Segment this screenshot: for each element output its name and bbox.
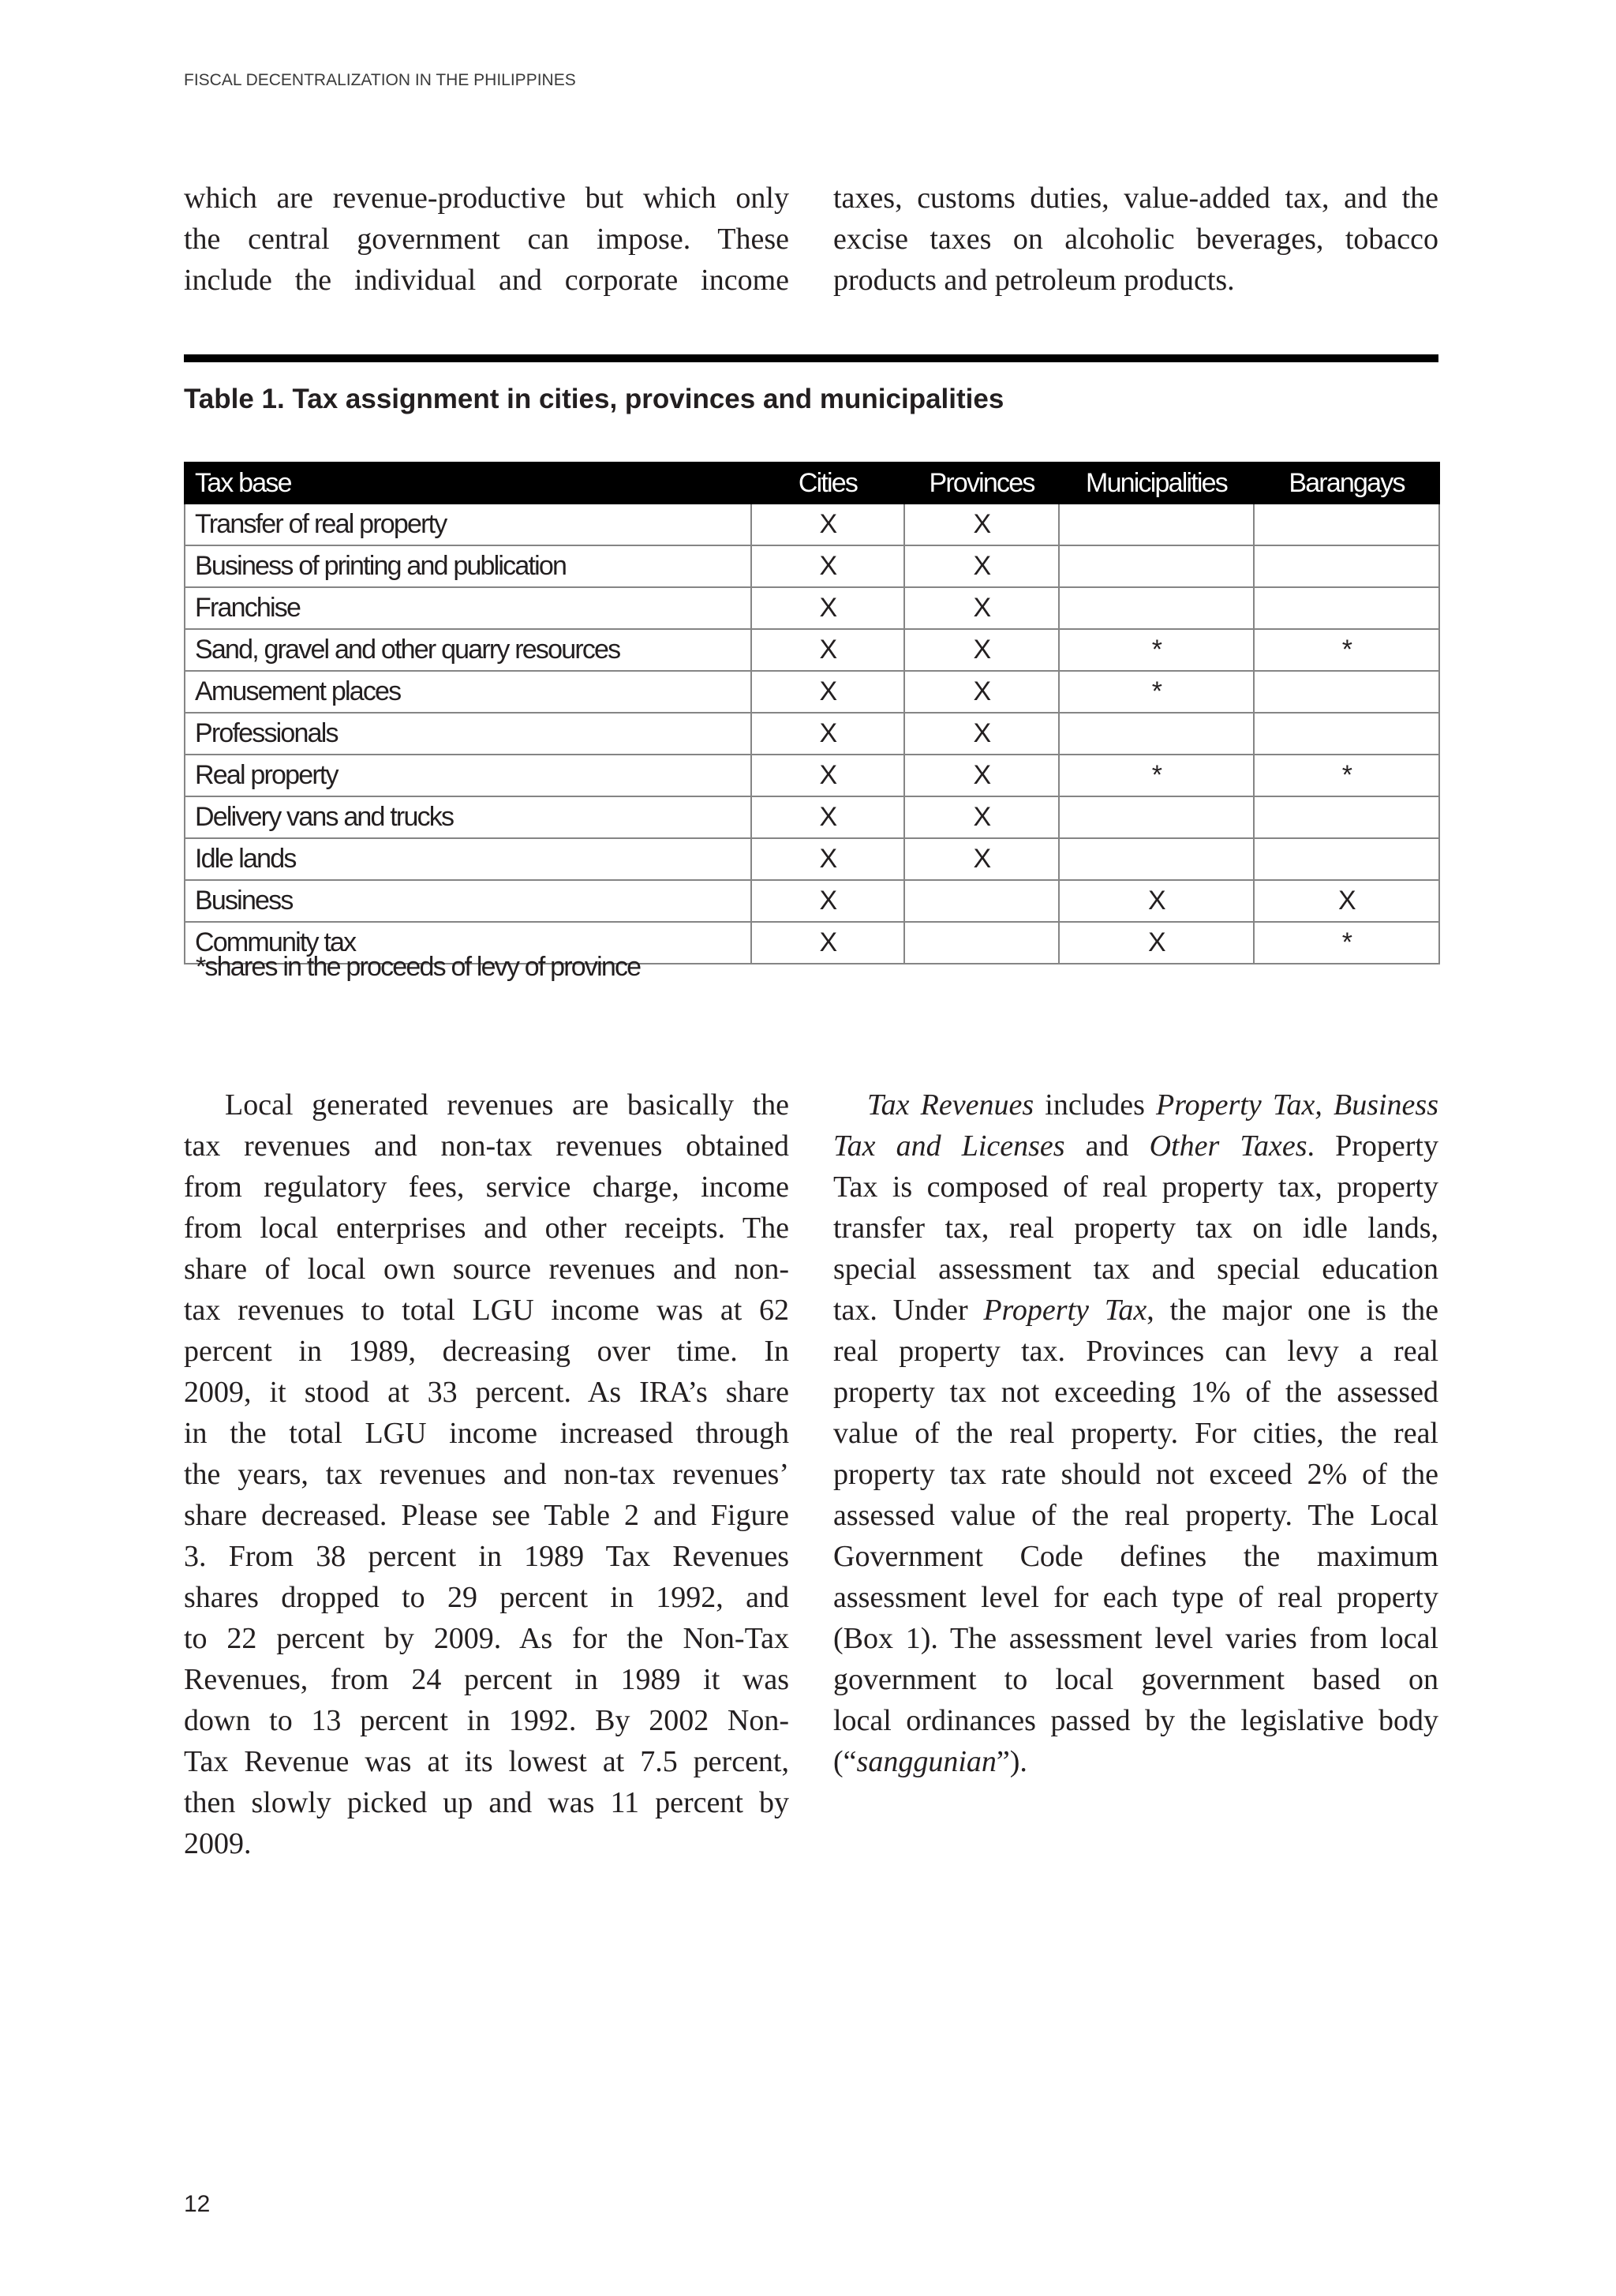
barangays-cell [1254,504,1439,545]
page-number: 12 [184,2191,211,2217]
intro-line: which are revenue-productive but which only [184,182,789,215]
barangays-cell: X [1254,880,1439,922]
body-line: tax revenues and non-tax revenues obtained [184,1129,789,1163]
cities-cell: X [751,629,904,671]
tax-base-cell: Transfer of real property [185,504,751,545]
municipalities-cell: * [1059,629,1254,671]
table-header-row [185,463,1439,504]
body-line [833,1290,1438,1331]
body-line: value of the real property. For cities, the real [833,1417,1438,1450]
body-line: Local generated revenues are basically the [225,1088,789,1122]
cities-cell: X [751,587,904,629]
provinces-cell: X [904,713,1059,755]
cities-cell: X [751,713,904,755]
body-line: local ordinances passed by the legislative body [833,1704,1438,1737]
running-header: FISCAL DECENTRALIZATION IN THE PHILIPPINES [184,71,576,89]
body-line: Tax is composed of real property tax, property [833,1170,1438,1204]
barangays-cell: * [1254,629,1439,671]
cities-cell: X [751,504,904,545]
barangays-cell: * [1254,922,1439,964]
body-line: the years, tax revenues and non-tax revenues’ [184,1458,789,1491]
line-text: , the major one is the [1147,1294,1439,1327]
body-line: from regulatory fees, service charge, income [184,1170,789,1204]
italic-term: Tax Revenues [867,1088,1034,1122]
body-line: special assessment tax and special education [833,1253,1438,1286]
provinces-cell [904,922,1059,964]
tax-base-cell: Delivery vans and trucks [185,796,751,838]
tax-base-cell: Business of printing and publication [185,545,751,587]
provinces-cell: X [904,629,1059,671]
cities-cell: X [751,880,904,922]
line-text: . Property [1307,1129,1438,1163]
italic-term: Property Tax, Business [1156,1088,1439,1122]
provinces-cell: X [904,755,1059,796]
table-caption: Table 1. Tax assignment in cities, provinces and municipalities [184,384,1004,414]
body-left-column [184,1084,789,1864]
body-line: to 22 percent by 2009. As for the Non-Tax [184,1622,789,1655]
column-header-cities: Cities [751,463,904,504]
body-line: assessed value of the real property. The Local [833,1499,1438,1532]
provinces-cell: X [904,545,1059,587]
line-text: (“ [833,1745,857,1778]
barangays-cell [1254,545,1439,587]
municipalities-cell: X [1059,880,1254,922]
provinces-cell: X [904,671,1059,713]
body-line: in the total LGU income increased through [184,1417,789,1450]
column-header-tax-base: Tax base [185,463,751,504]
column-header-barangays: Barangays [1254,463,1439,504]
body-line: real property tax. Provinces can levy a real [833,1335,1438,1368]
provinces-cell: X [904,838,1059,880]
italic-term: Property Tax [983,1294,1147,1327]
body-line: Tax Revenue was at its lowest at 7.5 percent, [184,1745,789,1778]
table-row [185,838,1439,880]
table-footnote: *shares in the proceeds of levy of province [196,952,641,982]
cities-cell: X [751,545,904,587]
body-line: government to local government based on [833,1663,1438,1696]
municipalities-cell [1059,545,1254,587]
barangays-cell [1254,587,1439,629]
body-line: 3. From 38 percent in 1989 Tax Revenues [184,1540,789,1573]
cities-cell: X [751,796,904,838]
body-line: from local enterprises and other receipts. The [184,1212,789,1245]
cities-cell: X [751,671,904,713]
body-line: down to 13 percent in 1992. By 2002 Non- [184,1704,789,1737]
provinces-cell [904,880,1059,922]
body-line: tax revenues to total LGU income was at 62 [184,1294,789,1327]
municipalities-cell [1059,838,1254,880]
municipalities-cell: * [1059,671,1254,713]
municipalities-cell: * [1059,755,1254,796]
cities-cell: X [751,838,904,880]
tax-base-cell: Franchise [185,587,751,629]
body-line: assessment level for each type of real property [833,1581,1438,1614]
tax-assignment-table [184,462,1440,964]
table-row [185,504,1439,545]
cities-cell: X [751,755,904,796]
table-row [185,755,1439,796]
municipalities-cell [1059,587,1254,629]
body-line [833,1084,1438,1126]
line-text: and [1064,1129,1150,1163]
table-row [185,587,1439,629]
table-row [185,629,1439,671]
tax-base-cell: Real property [185,755,751,796]
line-text: ”). [996,1745,1027,1778]
intro-line: include the individual and corporate income [184,264,789,297]
intro-line: the central government can impose. These [184,223,789,256]
intro-line: taxes, customs duties, value-added tax, and the [833,182,1438,215]
body-line: Government Code defines the maximum [833,1540,1438,1573]
intro-right-column [833,178,1438,301]
tax-base-cell: Sand, gravel and other quarry resources [185,629,751,671]
body-line: Revenues, from 24 percent in 1989 it was [184,1663,789,1696]
column-header-municipalities: Municipalities [1059,463,1254,504]
tax-base-cell: Amusement places [185,671,751,713]
body-line: then slowly picked up and was 11 percent by [184,1786,789,1819]
body-line: 2009, it stood at 33 percent. As IRA’s share [184,1376,789,1409]
italic-term: Tax and Licenses [833,1129,1065,1163]
intro-line: excise taxes on alcoholic beverages, tobacco [833,223,1438,256]
body-line: (Box 1). The assessment level varies from local [833,1622,1438,1655]
municipalities-cell [1059,796,1254,838]
column-header-provinces: Provinces [904,463,1059,504]
intro-left-column [184,178,789,301]
intro-line: products and petroleum products. [833,264,1235,297]
body-line: shares dropped to 29 percent in 1992, and [184,1581,789,1614]
line-text: includes [1034,1088,1157,1122]
body-line: 2009. [184,1827,252,1860]
barangays-cell: * [1254,755,1439,796]
municipalities-cell: X [1059,922,1254,964]
tax-base-cell: Business [185,880,751,922]
table-row [185,880,1439,922]
section-divider [184,354,1438,362]
provinces-cell: X [904,587,1059,629]
body-line: property tax not exceeding 1% of the assessed [833,1376,1438,1409]
italic-term: sanggunian [856,1745,997,1778]
barangays-cell [1254,713,1439,755]
tax-base-cell: Idle lands [185,838,751,880]
body-line: share decreased. Please see Table 2 and Figure [184,1499,789,1532]
cities-cell: X [751,922,904,964]
italic-term: Other Taxes [1149,1129,1307,1163]
provinces-cell: X [904,796,1059,838]
table-row [185,796,1439,838]
body-right-column [833,1084,1438,1782]
body-line: transfer tax, real property tax on idle lands, [833,1212,1438,1245]
table-row [185,713,1439,755]
body-line [833,1741,1438,1782]
tax-base-cell: Community tax [185,922,751,964]
barangays-cell [1254,796,1439,838]
table-row [185,671,1439,713]
municipalities-cell [1059,504,1254,545]
body-line: property tax rate should not exceed 2% of the [833,1458,1438,1491]
provinces-cell: X [904,504,1059,545]
barangays-cell [1254,838,1439,880]
body-line: percent in 1989, decreasing over time. In [184,1335,789,1368]
body-line: share of local own source revenues and non- [184,1253,789,1286]
tax-base-cell: Professionals [185,713,751,755]
body-line [833,1126,1438,1167]
municipalities-cell [1059,713,1254,755]
table-row [185,545,1439,587]
barangays-cell [1254,671,1439,713]
line-text: tax. Under [833,1294,984,1327]
